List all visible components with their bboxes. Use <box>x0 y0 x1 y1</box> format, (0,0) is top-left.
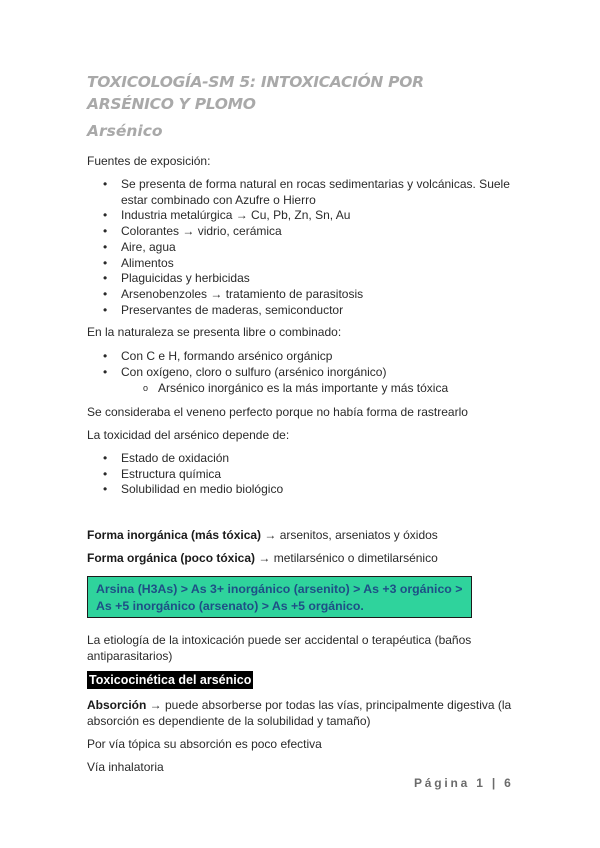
veneno-paragraph: Se consideraba el veneno perfecto porque no había forma de rastrearlo <box>87 405 468 419</box>
toxicocinetica-heading: Toxicocinética del arsénico <box>89 673 252 687</box>
forma-organica-label: Forma orgánica (poco tóxica) <box>87 551 256 565</box>
section-heading-arsenico: Arsénico <box>87 122 163 140</box>
inhalatoria-paragraph: Vía inhalatoria <box>87 760 164 774</box>
list-item: • Preservantes de maderas, semiconductor <box>87 303 527 319</box>
list-item: • Alimentos <box>87 256 527 272</box>
forma-organica-text: → metilarsénico o dimetilarsénico <box>255 551 438 565</box>
topica-paragraph: Por vía tópica su absorción es poco efectiva <box>87 737 322 751</box>
list-item: • Arsenobenzoles → tratamiento de parasitosis <box>87 287 527 303</box>
list-item: • Con C e H, formando arsénico orgánicp <box>87 349 527 365</box>
forma-inorganica <box>87 528 527 544</box>
list-item: • Estructura química <box>87 467 527 483</box>
fuentes-heading: Fuentes de exposición: <box>87 154 211 168</box>
toxicidad-list <box>87 451 527 498</box>
absorcion-paragraph <box>87 698 527 729</box>
document-title: TOXICOLOGÍA-SM 5: INTOXICACIÓN POR ARSÉNICO Y PLOMO <box>87 73 424 113</box>
list-item: • Se presenta de forma natural en rocas sedimentarias y volcánicas. Suele estar combinado con Azufre o Hierro <box>87 177 527 208</box>
naturaleza-list <box>87 349 527 380</box>
naturaleza-sublist <box>87 381 527 397</box>
forma-inorganica-label: Forma inorgánica (más tóxica) <box>87 528 262 542</box>
list-item: • Plaguicidas y herbicidas <box>87 271 527 287</box>
list-item: • Colorantes → vidrio, cerámica <box>87 224 527 240</box>
naturaleza-heading: En la naturaleza se presenta libre o combinado: <box>87 325 342 339</box>
etiologia-paragraph: La etiología de la intoxicación puede ser accidental o terapéutica (baños antiparasitarios) <box>87 633 472 663</box>
page-number: Página 1 | 6 <box>414 776 514 790</box>
absorcion-label: Absorción <box>87 698 147 712</box>
list-item: o Arsénico inorgánico es la más importante y más tóxica <box>87 381 527 397</box>
absorcion-text: → puede absorberse por todas las vías, principalmente digestiva (la absorción es dependiente de la solubilidad y tamaño) <box>87 698 512 728</box>
list-item: • Aire, agua <box>87 240 527 256</box>
toxicity-order-callout: Arsina (H3As) > As 3+ inorgánico (arsenito) > As +3 orgánico > As +5 inorgánico (arsenato) > As +5 orgánico. <box>87 576 472 618</box>
fuentes-list <box>87 177 527 318</box>
forma-organica <box>87 551 527 567</box>
list-item: • Solubilidad en medio biológico <box>87 482 527 498</box>
list-item: • Industria metalúrgica → Cu, Pb, Zn, Sn, Au <box>87 208 527 224</box>
list-item: • Con oxígeno, cloro o sulfuro (arsénico inorgánico) <box>87 365 527 381</box>
toxicidad-heading: La toxicidad del arsénico depende de: <box>87 428 290 442</box>
list-item: • Estado de oxidación <box>87 451 527 467</box>
forma-inorganica-text: → arsenitos, arseniatos y óxidos <box>261 528 438 542</box>
